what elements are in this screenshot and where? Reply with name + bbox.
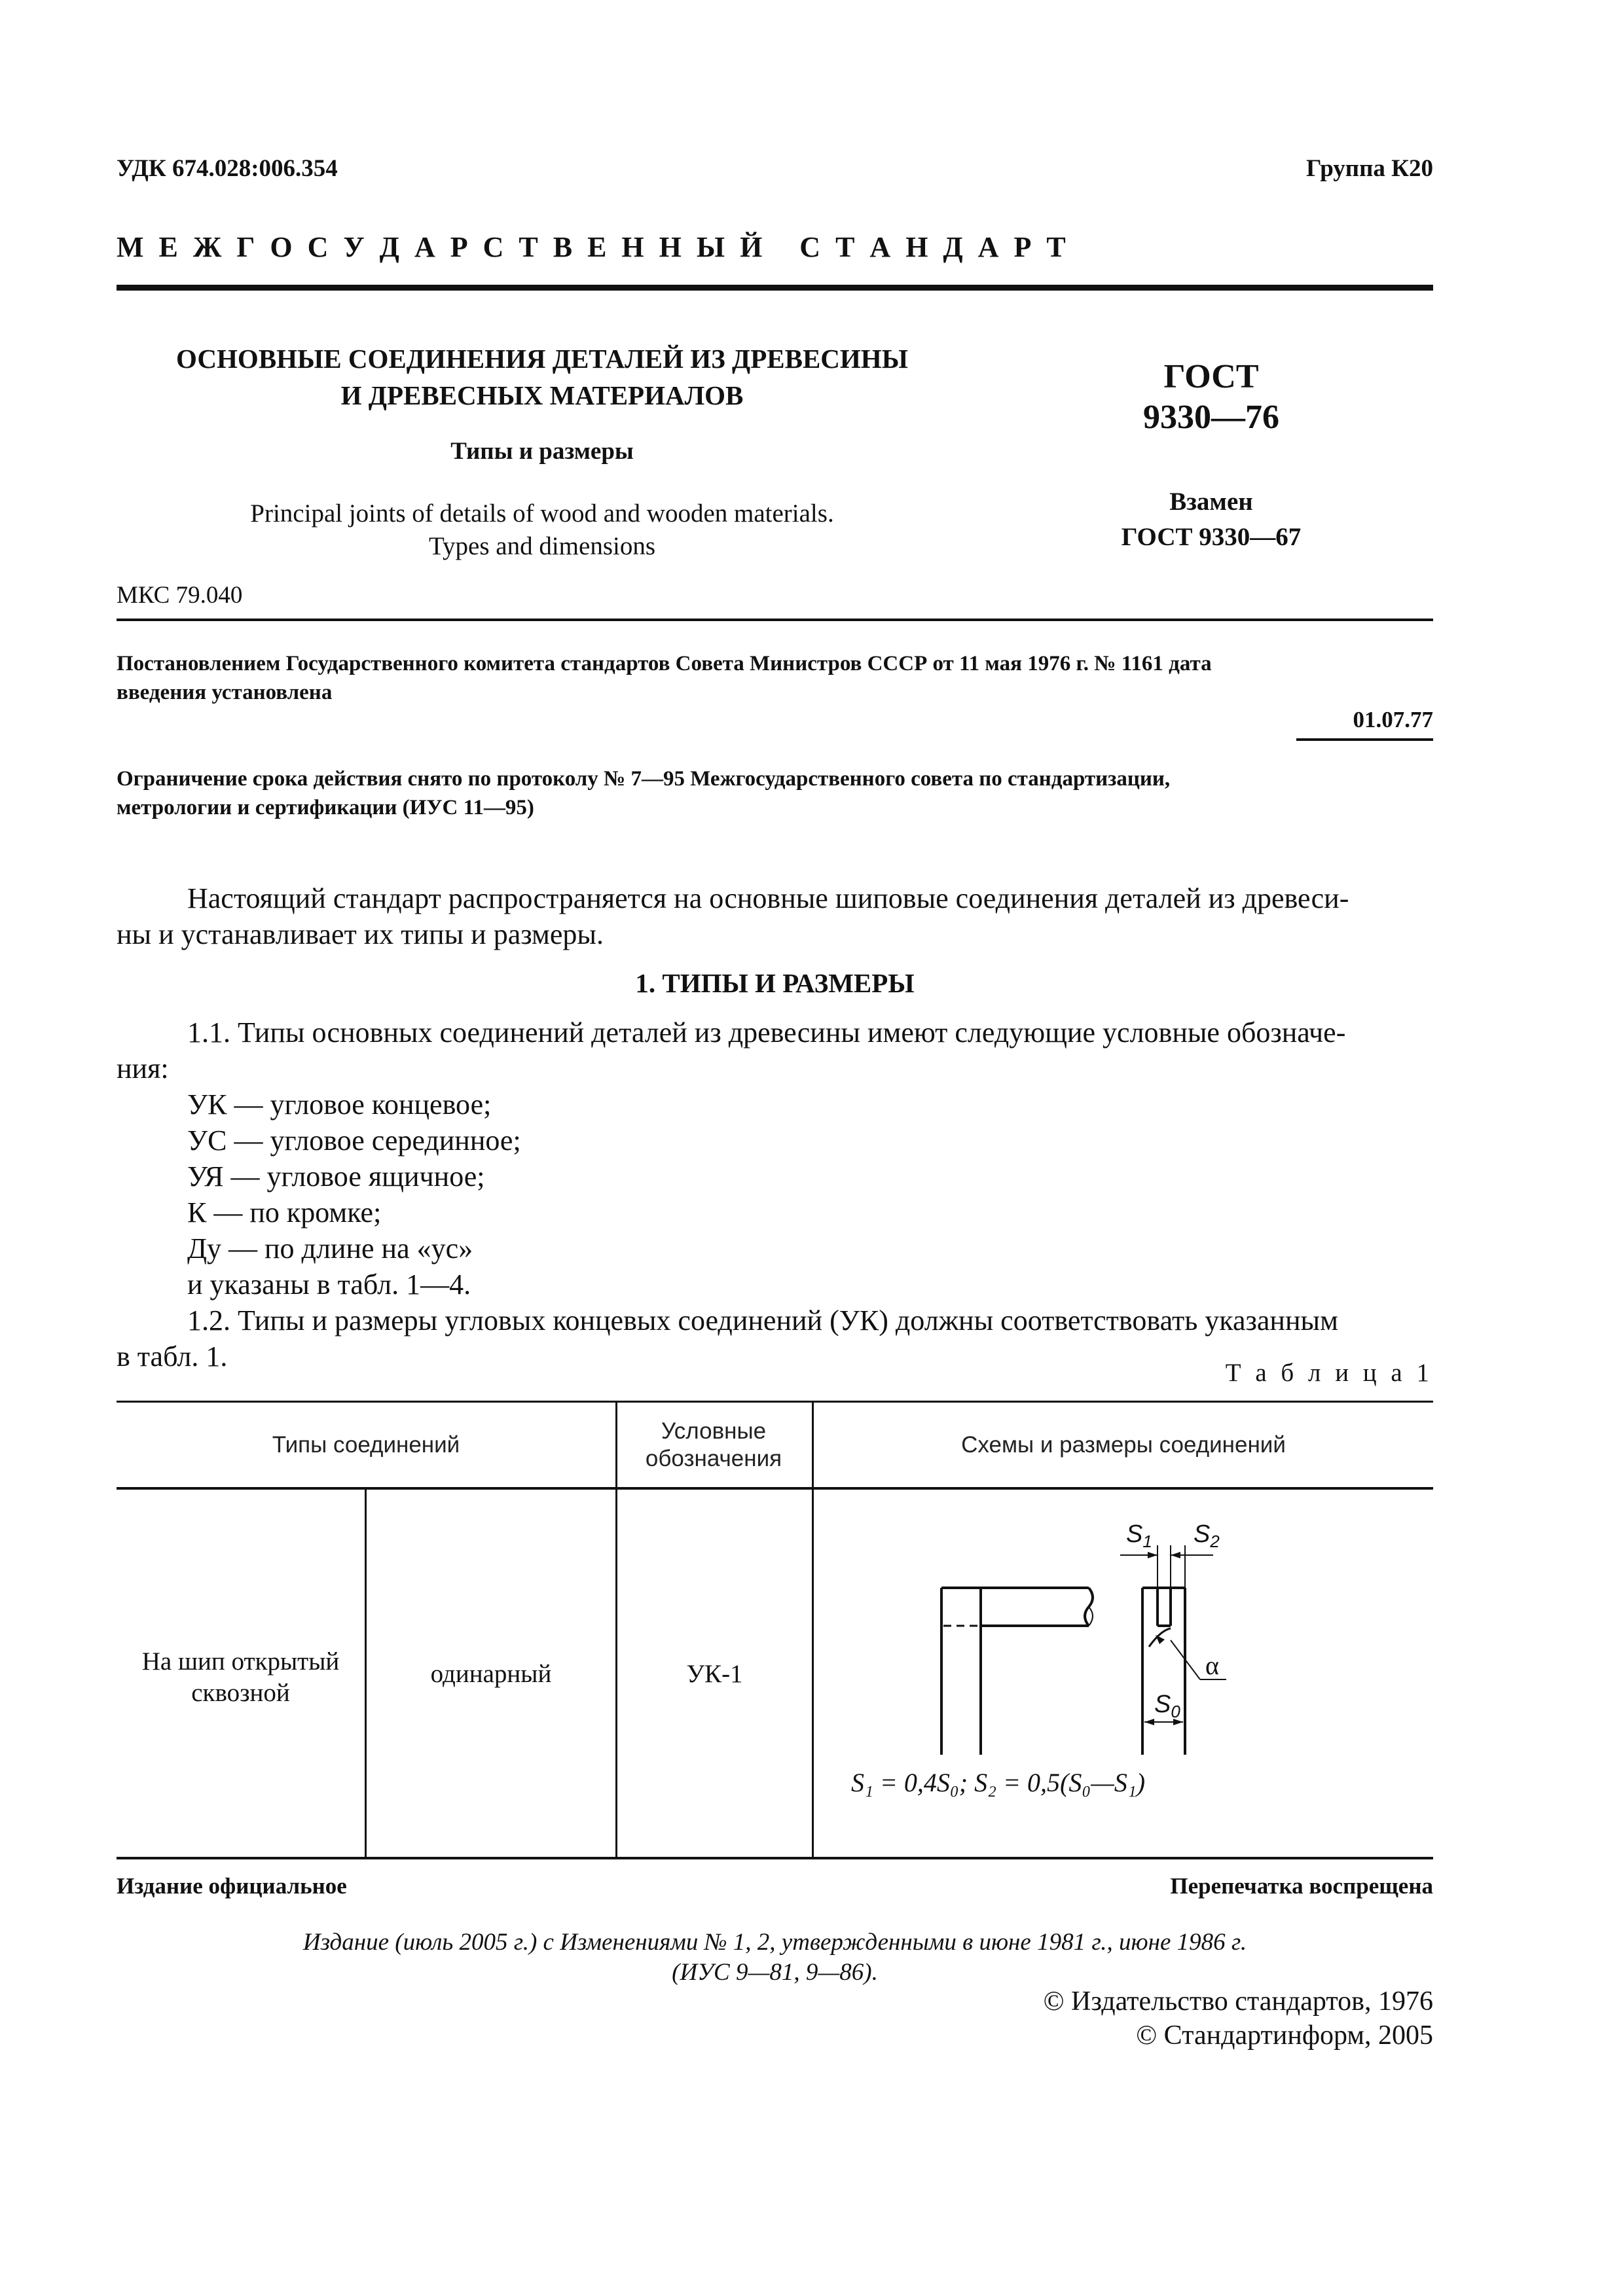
s0-label: $S_0$: [1154, 1691, 1180, 1721]
copyright-block: [1044, 1984, 1433, 2053]
decree-line-2: введения установлена: [117, 681, 333, 704]
row-type-line-1: На шип открытый: [141, 1647, 340, 1676]
edition-line-2: (ИУС 9—81, 9—86).: [672, 1959, 878, 1986]
date-underline: [1296, 738, 1433, 741]
list-item: УЯ — угловое ящичное;: [187, 1160, 485, 1193]
official-edition: Издание официальное: [117, 1873, 347, 1899]
copyright-1: © Издательство стандартов, 1976: [1043, 1986, 1433, 2017]
edition-line-1: Издание (июль 2005 г.) с Изменениями № 1, 2, утвержденными в июне 1981 г., июне 1986 г.: [302, 1929, 1247, 1956]
header-designation: [615, 1418, 812, 1473]
paragraph-1-2-line-2: в табл. 1.: [117, 1340, 228, 1372]
section-heading: 1. ТИПЫ И РАЗМЕРЫ: [635, 968, 915, 998]
list-item: Ду — по длине на «ус»: [187, 1232, 473, 1265]
header-designation-line-2: обозначения: [645, 1446, 782, 1471]
table-top-border: [117, 1401, 1433, 1403]
list-item: УС — угловое серединное;: [187, 1124, 521, 1157]
limitation-line-2: метрологии и сертификации (ИУС 11—95): [117, 796, 534, 819]
paragraph-1-1-line-2: ния:: [117, 1052, 169, 1085]
limitation-line-1: Ограничение срока действия снято по протоколу № 7—95 Межгосударственного совета по стандартизации,: [117, 767, 1171, 791]
paragraph-1-1: [117, 1014, 1433, 1374]
edition-info: [117, 1928, 1433, 1988]
document-title: [117, 340, 968, 414]
standard-type: М Е Ж Г О С У Д А Р С Т В Е Н Н Ы Й С Т А Н Д А Р Т: [117, 231, 1070, 263]
copyright-2: © Стандартинформ, 2005: [1136, 2020, 1433, 2051]
paragraph-1-1-line-1: 1.1. Типы основных соединений деталей из древесины имеют следующие условные обозначе-: [187, 1016, 1346, 1049]
replaces-number: ГОСТ 9330—67: [1121, 523, 1302, 551]
title-rule: [117, 619, 1433, 621]
gost-designation: [1074, 357, 1349, 438]
english-title: [117, 497, 968, 563]
intro-paragraph: [117, 880, 1433, 952]
mks-code: МКС 79.040: [117, 582, 243, 609]
list-item: и указаны в табл. 1—4.: [187, 1268, 471, 1300]
replaces-block: [1074, 484, 1349, 555]
row-designation: УК-1: [686, 1660, 743, 1688]
header-rule: [117, 285, 1433, 291]
introduction-date: 01.07.77: [1353, 707, 1433, 732]
s1-label: $S_1$: [1126, 1520, 1152, 1551]
document-subtitle: Типы и размеры: [450, 438, 634, 465]
s2-label: $S_2$: [1194, 1520, 1220, 1551]
header-schemes: Схемы и размеры соединений: [961, 1432, 1286, 1458]
limitation-text: [117, 764, 1433, 822]
gost-number: 9330—76: [1143, 399, 1279, 436]
list-item: УК — угловое концевое;: [187, 1088, 492, 1121]
row-type-line-2: сквозной: [191, 1679, 290, 1707]
row-subtype: одинарный: [430, 1660, 552, 1688]
header-designation-line-1: Условные: [661, 1418, 767, 1444]
intro-line-2: ны и устанавливает их типы и размеры.: [117, 918, 604, 950]
decree-line-1: Постановлением Государственного комитета стандартов Совета Министров СССР от 11 мая 1976 г. № 1161 дата: [117, 652, 1212, 675]
replaces-label: Взамен: [1169, 488, 1253, 516]
list-item: К — по кромке;: [187, 1196, 382, 1229]
paragraph-1-2-line-1: 1.2. Типы и размеры угловых концевых соединений (УК) должны соответствовать указанным: [187, 1304, 1338, 1336]
title-line-1: ОСНОВНЫЕ СОЕДИНЕНИЯ ДЕТАЛЕЙ ИЗ ДРЕВЕСИНЫ: [176, 344, 908, 374]
reprint-notice: Перепечатка воспрещена: [1170, 1873, 1433, 1899]
english-title-line-2: Types and dimensions: [428, 532, 656, 560]
joint-diagram: [814, 1490, 1433, 1765]
group-code: Группа К20: [1305, 155, 1433, 182]
alpha-label: α: [1205, 1651, 1219, 1680]
title-line-2: И ДРЕВЕСНЫХ МАТЕРИАЛОВ: [340, 380, 744, 410]
table-caption: Т а б л и ц а 1: [1225, 1359, 1433, 1387]
dimension-formula: S₁ = 0,4S₀; S₂ = 0,5(S₀—S₁): [851, 1768, 1146, 1797]
table-bottom-border: [117, 1857, 1433, 1859]
udk-code: УДК 674.028:006.354: [117, 155, 338, 182]
row-type: [117, 1646, 365, 1709]
gost-label: ГОСТ: [1163, 358, 1259, 395]
intro-line-1: Настоящий стандарт распространяется на основные шиповые соединения деталей из древеси-: [187, 882, 1349, 914]
english-title-line-1: Principal joints of details of wood and wooden materials.: [250, 499, 834, 528]
decree-text: [117, 649, 1433, 707]
header-types: Типы соединений: [272, 1432, 460, 1458]
